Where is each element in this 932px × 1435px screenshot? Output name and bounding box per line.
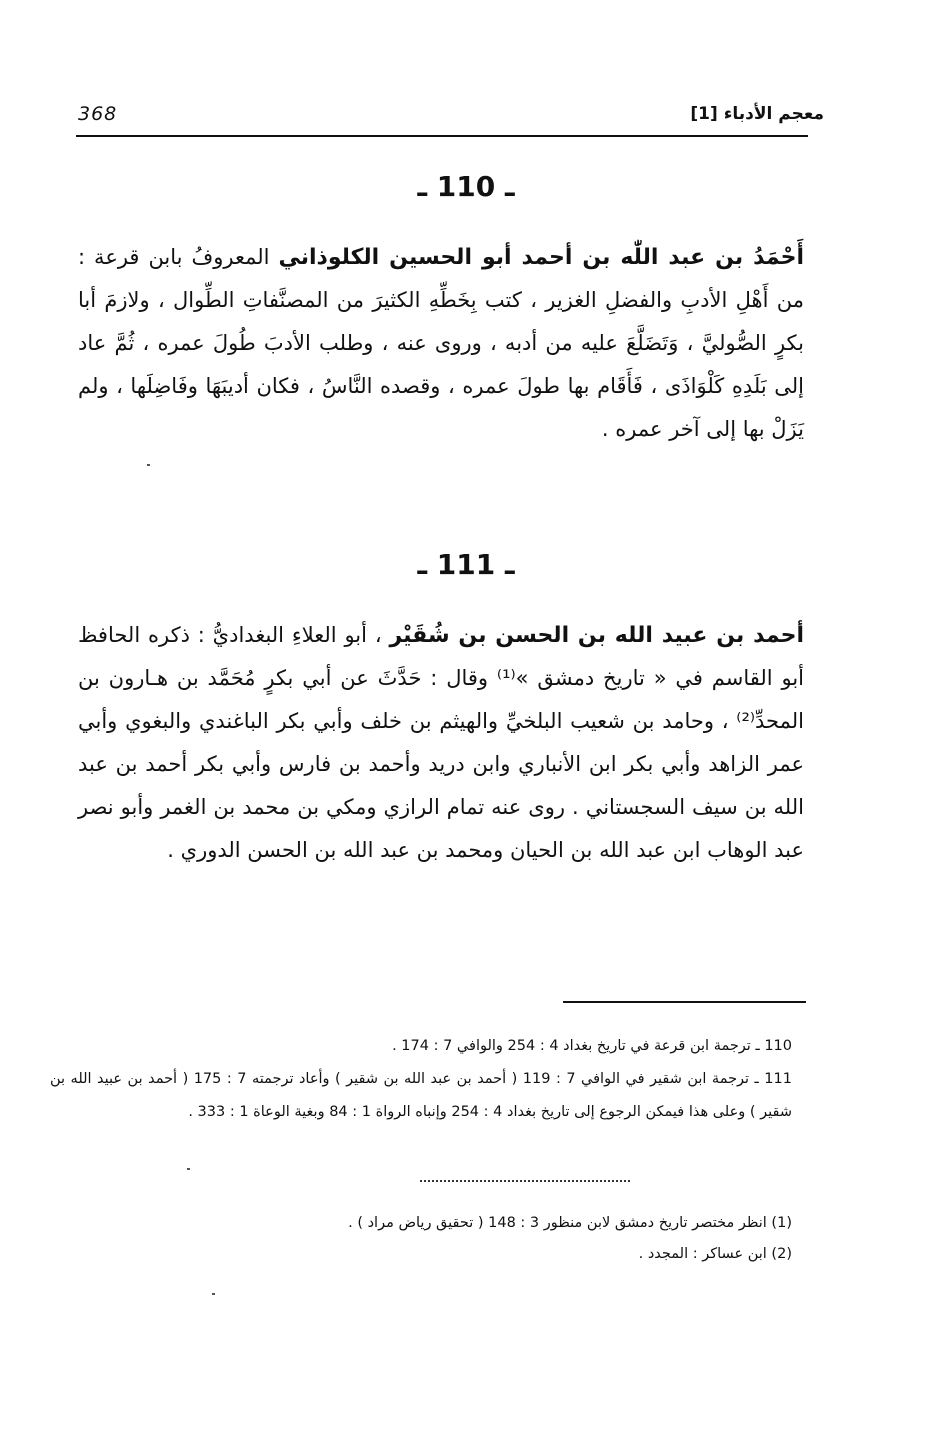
entry-111-text: ، أبو العلاءِ البغداديُّ : ذكره الحافظ أبو القاسم في « تاريخ دمشق »⁽¹⁾ وقال : حَدَّثَ عن أبي بكرٍ مُحَمَّد بن هـارون بن المحدِّ⁽²⁾ ، وحامد بن شعيب البلخيِّ والهيثم بن خلف وأبي بكر الباغندي والبغوي وأبي عمر الزاهد وأبي بكر ابن الأنباري وابن دريد وأحمد بن فارس وأبي بكر أحمد بن عبد الله بن سيف السجستاني . روى عنه تمام الرازي ومكي بن محمد بن الغمر وأبو نصر عبد الوهاب ابن عبد الله بن الحيان ومحمد بن عبد الله بن الحسن الدوري .	[78, 623, 805, 862]
scan-speck	[147, 464, 150, 466]
dotted-separator	[420, 1180, 630, 1182]
entry-number-111: ـ 111 ـ	[417, 548, 515, 581]
note-111: 111 ـ ترجمة ابن شقير في الوافي 7 : 119 ( أحمد بن عبد الله بن شقير ) وأعاد ترجمته 7 : 175 ( أحمد بن عبيد الله بن شقير ) وعلى هذا فيمكن الرجوع إلى تاريخ بغداد 4 : 254 وإنباه الرواة 1 : 84 وبغية الوعاة 1 : 333 .	[50, 1071, 792, 1120]
footnotes	[200, 1208, 792, 1270]
entry-111-name: أحمد بن عبيد الله بن الحسن بن شُقَيْر	[389, 623, 804, 648]
note-110: 110 ـ ترجمة ابن قرعة في تاريخ بغداد 4 : 254 والوافي 7 : 174 .	[392, 1038, 792, 1054]
entry-110-text: المعروفُ بابن قرعة : من أَهْلِ الأدبِ والفضلِ الغزير ، كتب بِخَطِّهِ الكثيرَ من المصنَّفاتِ الطِّوال ، ولازمَ أبا بكرٍ الصُّوليَّ ، وَتَضَلَّعَ عليه من أدبه ، وروى عنه ، وطلب الأدبَ طُولَ عمره ، ثُمَّ عاد إلى بَلَدِهِ كَلْوَاذَى ، فَأَقَام بها طولَ عمره ، وقصده النَّاسُ ، فكان أديبَهَا وفَاضِلَها ، ولم يَزَلْ بها إلى آخر عمره .	[78, 245, 804, 441]
running-title: معجم الأدباء [1]	[690, 104, 824, 124]
scan-speck	[212, 1293, 215, 1295]
editor-notes	[50, 1030, 792, 1129]
scan-speck	[187, 1168, 190, 1170]
entry-110-body	[78, 236, 804, 451]
footnote-2: (2) ابن عساكر : المجدد .	[638, 1246, 792, 1262]
page-number: 368	[78, 103, 118, 125]
entry-111-body	[78, 614, 804, 872]
entry-110-name: أَحْمَدُ بن عبد اللّٰه بن أحمد أبو الحسين الكلوذاني	[278, 245, 804, 270]
notes-rule	[563, 1001, 806, 1003]
footnote-1: (1) انظر مختصر تاريخ دمشق لابن منظور 3 : 148 ( تحقيق رياض مراد ) .	[348, 1215, 792, 1231]
entry-number-110: ـ 110 ـ	[417, 170, 515, 203]
header-rule	[76, 135, 808, 137]
